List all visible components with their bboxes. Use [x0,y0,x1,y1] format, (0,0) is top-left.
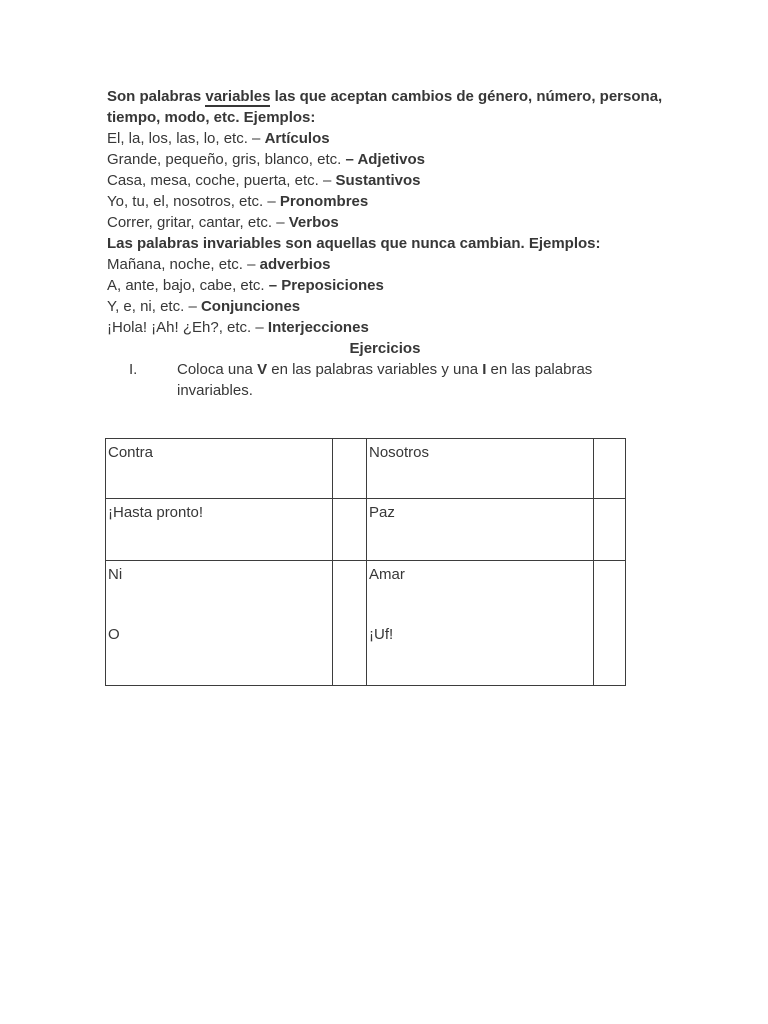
word-cell: Paz [367,499,594,561]
table-row [106,439,626,499]
example-term: Interjecciones [267,319,369,336]
word-cell-bottom: ¡Uf! [369,626,394,643]
instruction-bold-v: V [257,361,268,378]
example-term: Pronombres [279,193,369,210]
example-line-verbos [107,212,663,233]
example-words: A, ante, bajo, cabe, etc. [107,277,269,294]
example-line-interjecciones [107,317,663,338]
exercises-title: Ejercicios [349,340,421,357]
table-row [106,561,626,686]
example-line-sustantivos [107,170,663,191]
word-cell: Nosotros [367,439,594,499]
intro-paragraph [107,86,663,128]
example-line-conjunciones [107,296,663,317]
answer-cell [594,499,626,561]
answer-cell [333,561,367,686]
example-term: adverbios [259,256,331,273]
word-cell-top: Ni [108,566,123,583]
exercise-table [105,438,626,686]
example-words: El, la, los, las, lo, etc. – [107,130,265,147]
example-words: ¡Hola! ¡Ah! ¿Eh?, etc. – [107,319,268,336]
example-words: Mañana, noche, etc. – [107,256,260,273]
example-term: – Adjetivos [345,151,425,168]
example-line-preposiciones [107,275,663,296]
example-term: Sustantivos [335,172,421,189]
cell-gap [369,585,591,624]
instruction-numeral: I. [129,361,138,378]
cell-gap [108,585,330,624]
instruction-text-part: en las palabras invariables. [177,361,593,399]
word-cell-bottom: O [108,626,120,643]
example-line-adjetivos [107,149,663,170]
example-term: Conjunciones [200,298,301,315]
invariables-heading: Las palabras invariables son aquellas que nunca cambian. Ejemplos: [107,235,601,252]
instruction-bold-i: I [482,361,487,378]
instruction-text [177,359,663,401]
instruction-line [107,359,663,401]
word-cell-top: Amar [369,566,405,583]
intro-text-start: Son palabras [107,88,206,105]
answer-cell [333,439,367,499]
example-term: Verbos [288,214,339,231]
answer-cell [333,499,367,561]
example-term: – Preposiciones [268,277,384,294]
example-words: Correr, gritar, cantar, etc. – [107,214,289,231]
example-words: Yo, tu, el, nosotros, etc. – [107,193,280,210]
example-line-pronombres [107,191,663,212]
answer-cell [594,561,626,686]
example-line-articulos [107,128,663,149]
instruction-text-part: Coloca una [177,361,258,378]
intro-text-end: las que aceptan cambios de género, número, persona, tiempo, modo, etc. Ejemplos: [107,88,663,126]
example-words: Casa, mesa, coche, puerta, etc. – [107,172,336,189]
word-cell: Contra [106,439,333,499]
word-cell [106,561,333,686]
underlined-word-variables: variables [205,88,271,105]
example-term: Artículos [264,130,330,147]
example-words: Grande, pequeño, gris, blanco, etc. [107,151,346,168]
example-line-adverbios [107,254,663,275]
example-words: Y, e, ni, etc. – [107,298,201,315]
table-row [106,499,626,561]
word-cell: ¡Hasta pronto! [106,499,333,561]
instruction-text-part: en las palabras variables y una [267,361,483,378]
word-cell [367,561,594,686]
answer-cell [594,439,626,499]
